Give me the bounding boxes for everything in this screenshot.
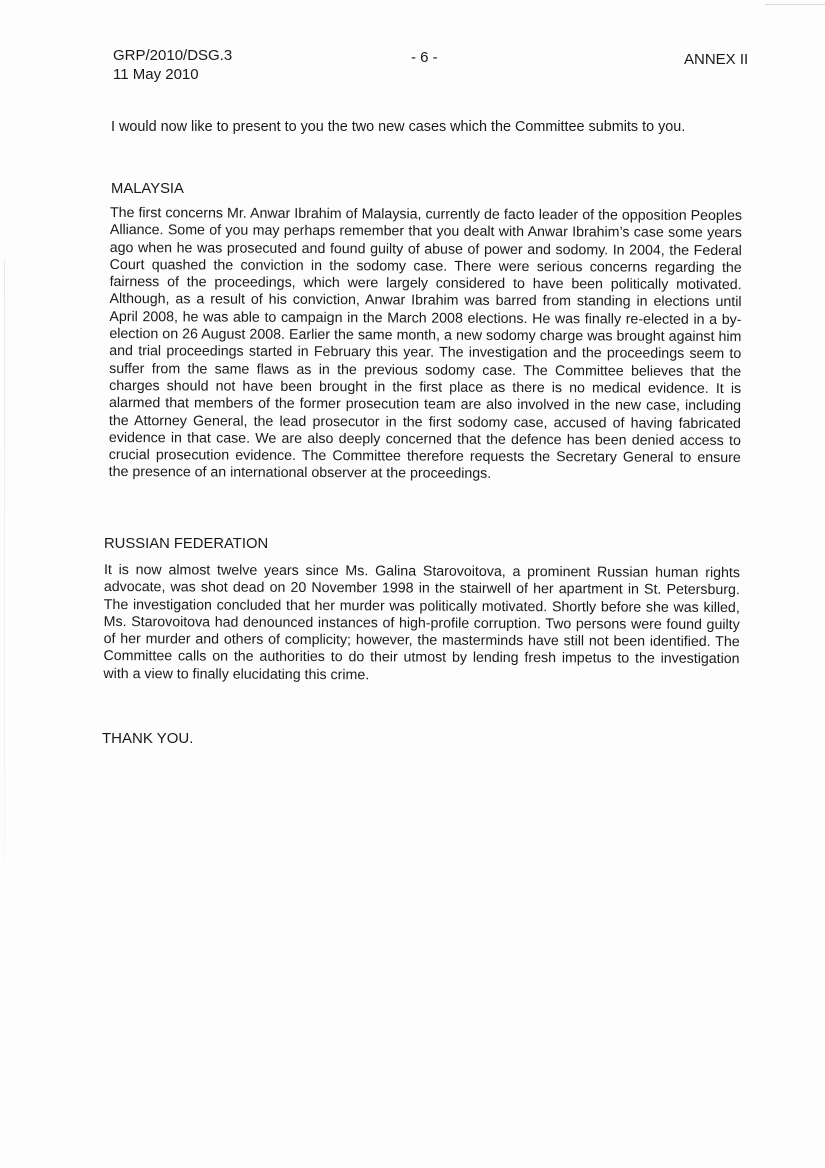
closing-line: THANK YOU. (102, 730, 194, 747)
intro-paragraph: I would now like to present to you the two new cases which the Committee submits to you. (111, 119, 686, 135)
section-paragraph-malaysia: The first concerns Mr. Anwar Ibrahim of Malaysia, currently de facto leader of the opposition Peoples Alliance. Some of you may perhaps remember that you dealt with Anwar Ibrahim’s case some years ago when he was prosecuted and found guilty of abuse of power and sodomy. In 2004, the Federal Court quashed the conviction in the sodomy case. There were serious concerns regarding the fairness of the proceedings, which were largely considered to have been politically motivated. Although, as a result of his conviction, Anwar Ibrahim was barred from standing in elections until April 2008, he was able to campaign in the March 2008 elections. He was finally re-elected in a by-election on 26 August 2008. Earlier the same month, a new sodomy charge was brought against him and trial proceedings started in February this year. The investigation and the proceedings seem to suffer from the same flaws as in the previous sodomy case. The Committee believes that the charges should not have been brought in the first place as there is no medical evidence. It is alarmed that members of the former prosecution team are also involved in the new case, including the Attorney General, the lead prosecutor in the first sodomy case, accused of having fabricated evidence in that case. We are also deeply concerned that the defence has been denied access to crucial prosecution evidence. The Committee therefore requests the Secretary General to ensure the presence of an international observer at the proceedings. (108, 205, 742, 483)
section-paragraph-russian-federation: It is now almost twelve years since Ms. Galina Starovoitova, a prominent Russian human rights advocate, was shot dead on 20 November 1998 in the stairwell of her apartment in St. Petersburg. The investigation concluded that her murder was politically motivated. Shortly before she was killed, Ms. Starovoitova had denounced instances of high-profile corruption. Two persons were found guilty of her murder and others of complicity; however, the masterminds have still not been identified. The Committee calls on the authorities to do their utmost by lending fresh impetus to the investigation with a view to finally elucidating this crime. (103, 562, 740, 684)
annex-label: ANNEX II (684, 51, 749, 68)
scan-edge-artifact (765, 4, 825, 5)
document-reference: GRP/2010/DSG.3 (113, 47, 233, 64)
document-reference-block (113, 46, 232, 84)
scan-edge-artifact (4, 260, 5, 860)
page-number: - 6 - (411, 49, 438, 66)
section-heading-malaysia: MALAYSIA (111, 181, 184, 197)
section-heading-russian-federation: RUSSIAN FEDERATION (104, 536, 269, 552)
document-date: 11 May 2010 (113, 66, 199, 83)
